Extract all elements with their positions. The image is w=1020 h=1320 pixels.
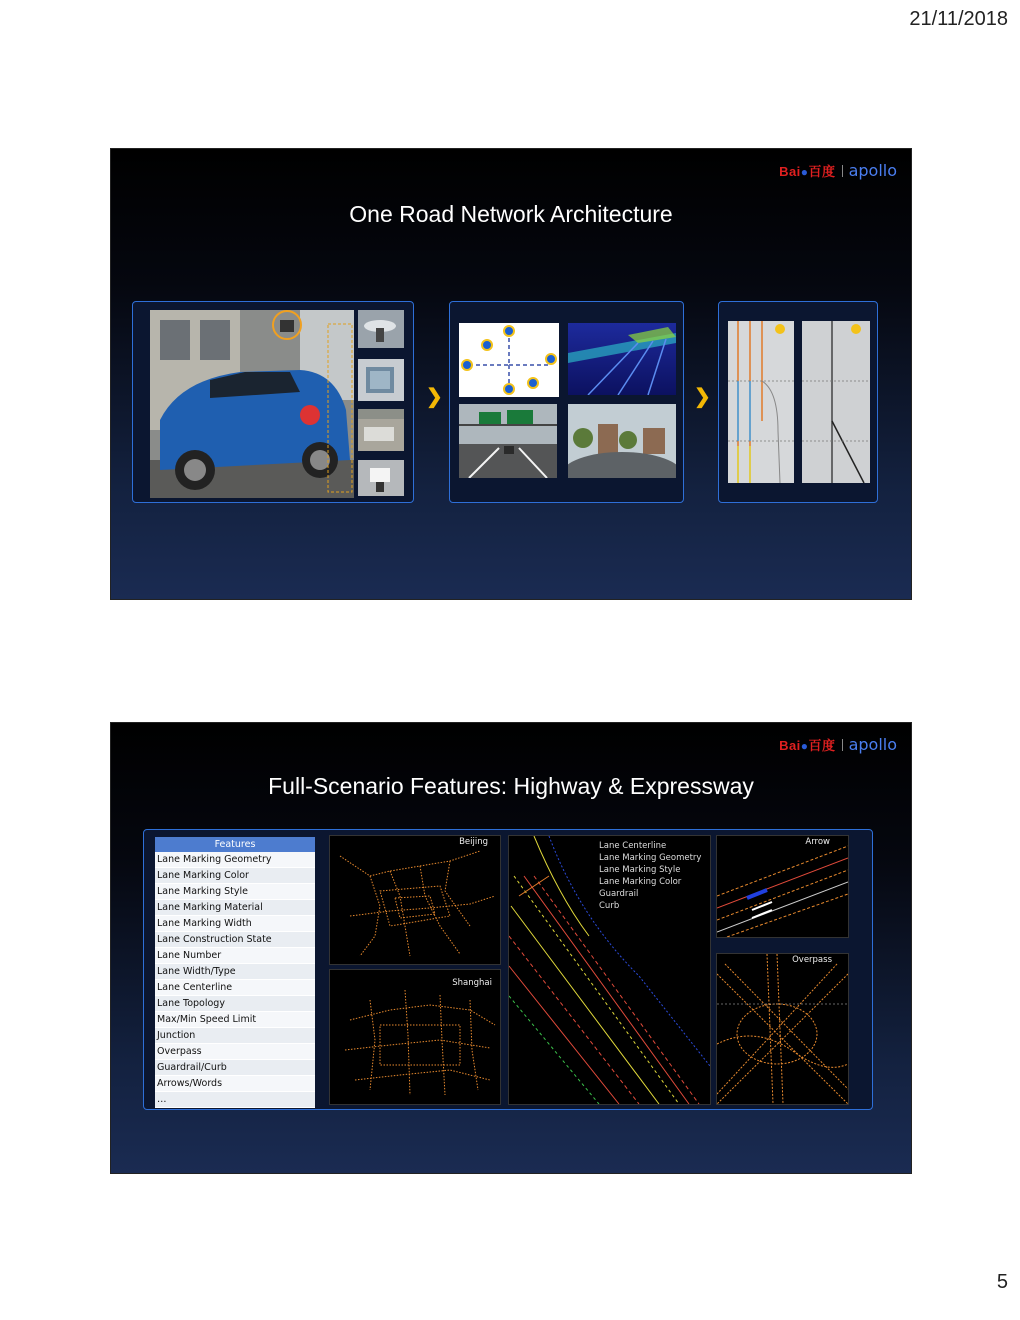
print-date: 21/11/2018 (909, 8, 1008, 30)
feature-row: Lane Construction State (155, 932, 315, 948)
arrow-marking-map (716, 835, 849, 938)
map-label-shanghai: Shanghai (452, 978, 492, 988)
lane-legend: Lane Centerline Lane Marking Geometry Lane Marking Style Lane Marking Color Guardrail Curb (599, 841, 702, 911)
feature-row: Junction (155, 1028, 315, 1044)
feature-row: … (155, 1092, 315, 1108)
point-cloud-image (568, 323, 676, 395)
imu-sensor-image (358, 460, 404, 496)
map-label-arrow: Arrow (805, 837, 830, 847)
camera-sensor-image (358, 359, 404, 401)
raw-data-panel (449, 301, 684, 503)
lidar-sensor-image (358, 310, 404, 348)
shanghai-road-map (329, 969, 501, 1105)
feature-row: Lane Marking Style (155, 884, 315, 900)
feature-row: Guardrail/Curb (155, 1060, 315, 1076)
baidu-apollo-logo: Bai●百度 apollo (779, 161, 897, 180)
beijing-road-map (329, 835, 501, 965)
slide-title: One Road Network Architecture (349, 201, 673, 227)
panorama-image (568, 404, 676, 478)
paw-icon: ● (800, 739, 809, 753)
page-number: 5 (996, 1271, 1008, 1293)
feature-row: Lane Marking Geometry (155, 852, 315, 868)
lane-graph-image (459, 323, 559, 397)
feature-row: Arrows/Words (155, 1076, 315, 1092)
lane-map-image-right (802, 321, 870, 483)
street-camera-image (459, 404, 557, 478)
feature-row: Lane Centerline (155, 980, 315, 996)
baidu-apollo-logo: Bai●百度 apollo (779, 735, 897, 754)
map-label-beijing: Beijing (459, 837, 488, 847)
paw-icon: ● (800, 165, 809, 179)
slide-title: Full-Scenario Features: Highway & Expressway (268, 773, 754, 799)
arrow-chevron-icon: ❯ (694, 386, 711, 408)
slide-full-scenario-features (110, 722, 912, 1174)
feature-row: Lane Number (155, 948, 315, 964)
feature-row: Lane Width/Type (155, 964, 315, 980)
logo-divider (842, 739, 843, 751)
features-table-header: Features (155, 837, 315, 852)
survey-car-image (150, 310, 354, 498)
feature-row: Lane Marking Color (155, 868, 315, 884)
map-label-overpass: Overpass (792, 955, 832, 965)
feature-row: Lane Topology (155, 996, 315, 1012)
hd-map-output-panel (718, 301, 878, 503)
logo-divider (842, 165, 843, 177)
lane-map-image-left (728, 321, 794, 483)
vehicle-sensor-panel (132, 301, 414, 503)
gnss-sensor-image (358, 409, 404, 451)
features-table (155, 837, 315, 1108)
arrow-chevron-icon: ❯ (426, 386, 443, 408)
overpass-map (716, 953, 849, 1105)
feature-row: Overpass (155, 1044, 315, 1060)
lane-detail-map (508, 835, 711, 1105)
slide-road-network-architecture (110, 148, 912, 600)
feature-row: Lane Marking Material (155, 900, 315, 916)
feature-row: Lane Marking Width (155, 916, 315, 932)
feature-row: Max/Min Speed Limit (155, 1012, 315, 1028)
